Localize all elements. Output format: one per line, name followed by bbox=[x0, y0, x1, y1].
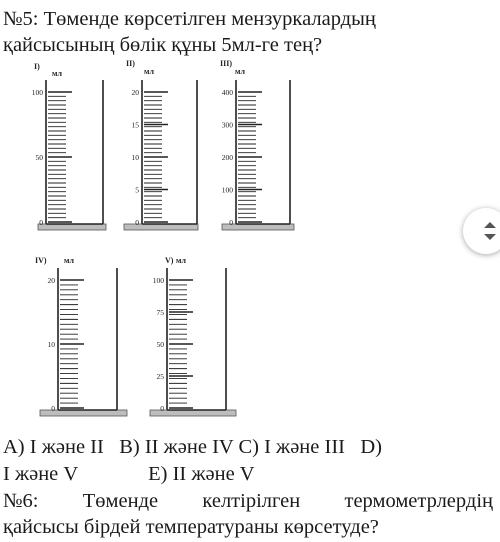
unit-label: мл bbox=[52, 69, 62, 78]
cylinder-label: I) bbox=[34, 62, 40, 71]
question-6-line-2: қайсысы бірдей температураны көрсетуде? bbox=[3, 516, 379, 538]
tick-label: 0 bbox=[160, 404, 164, 413]
tick-label: 25 bbox=[156, 372, 164, 381]
cylinder-label: IV) bbox=[35, 256, 47, 265]
tick-label: 20 bbox=[47, 276, 55, 285]
tick-label: 100 bbox=[221, 185, 233, 195]
tick-label: 75 bbox=[156, 308, 164, 317]
cylinder-label: II) bbox=[126, 59, 135, 68]
tick-label: 400 bbox=[221, 88, 233, 97]
unit-label: мл bbox=[144, 67, 154, 76]
tick-label: 20 bbox=[131, 88, 139, 97]
q6-word: келтірілген bbox=[202, 490, 301, 512]
question-6 bbox=[3, 488, 493, 540]
tick-label: 50 bbox=[156, 340, 164, 349]
answer-a[interactable]: A) I және II bbox=[3, 436, 104, 458]
chevron-up-icon bbox=[484, 222, 496, 228]
tick-label: 50 bbox=[35, 153, 43, 162]
tick-label: 10 bbox=[47, 340, 55, 349]
tick-label: 0 bbox=[39, 218, 43, 227]
tick-label: 10 bbox=[131, 153, 139, 162]
tick-label: 200 bbox=[221, 153, 233, 162]
answer-e[interactable]: E) II және V bbox=[148, 463, 255, 485]
q6-word: Төменде bbox=[82, 490, 159, 512]
cylinder-label: III) bbox=[220, 59, 233, 68]
answer-d-continued[interactable]: I және V bbox=[3, 463, 78, 485]
tick-label: 300 bbox=[221, 120, 233, 130]
unit-label: мл bbox=[235, 67, 245, 76]
tick-label: 15 bbox=[131, 120, 139, 130]
cylinder-base bbox=[38, 224, 106, 230]
unit-label: мл bbox=[176, 256, 186, 265]
tick-label: 5 bbox=[135, 185, 139, 195]
q6-word: №6: bbox=[3, 490, 39, 512]
question-5-line-1: №5: Төменде көрсетілген мензуркалардың bbox=[3, 8, 376, 30]
answer-d[interactable]: D) bbox=[360, 436, 382, 458]
tick-label: 100 bbox=[152, 276, 164, 285]
cylinder-label: V) bbox=[165, 256, 174, 265]
tick-label: 100 bbox=[31, 88, 43, 97]
answer-options-row-1 bbox=[3, 434, 382, 460]
tick-label: 0 bbox=[51, 404, 55, 413]
question-5-line-2: қайсысының бөлік құны 5мл-ге тең? bbox=[3, 34, 323, 56]
q6-word: термометрлердің bbox=[344, 490, 493, 512]
answer-b[interactable]: B) II және IV bbox=[119, 436, 234, 458]
question-6-line-1 bbox=[3, 488, 493, 514]
answer-options-row-2 bbox=[3, 461, 255, 487]
answer-c[interactable]: C) I және III bbox=[238, 436, 345, 458]
tick-label: 0 bbox=[229, 218, 233, 227]
tick-label: 0 bbox=[135, 218, 139, 227]
unit-label: мл bbox=[64, 256, 74, 265]
chevron-down-icon bbox=[484, 234, 496, 240]
